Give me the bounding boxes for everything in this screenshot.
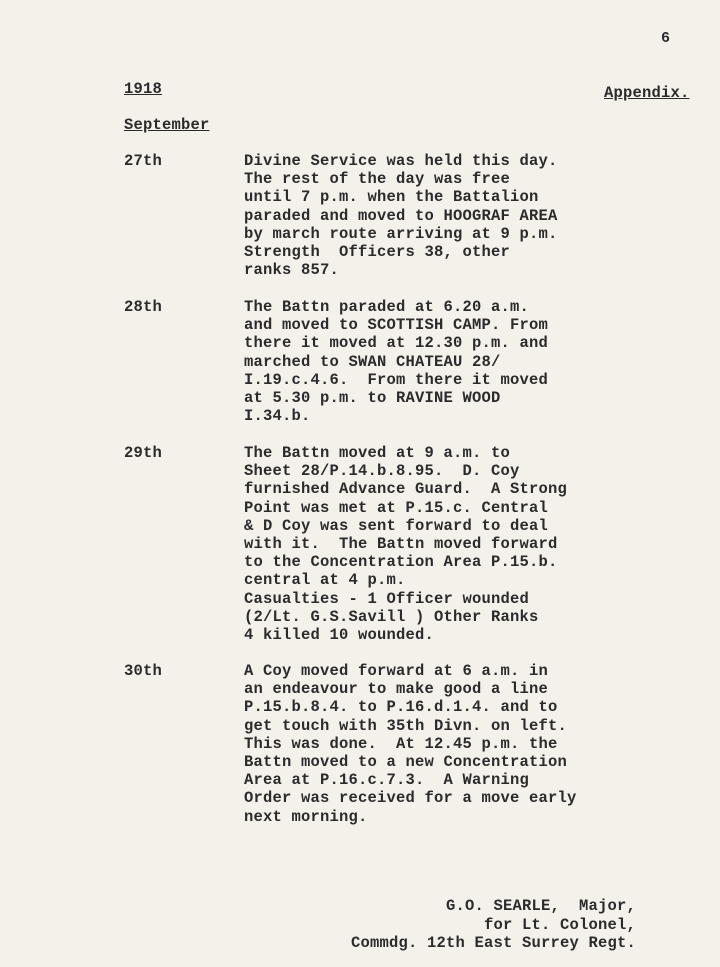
signature-for: for Lt. Colonel,	[483, 915, 636, 934]
entry-text	[244, 444, 567, 644]
entry-line: Area at P.16.c.7.3. A Warning	[244, 771, 530, 790]
month-heading: September	[124, 116, 210, 134]
entry-line: (2/Lt. G.S.Savill ) Other Ranks	[244, 607, 539, 626]
entry-line: P.15.b.8.4. to P.16.d.1.4. and to	[244, 698, 558, 717]
entry-line: Battn moved to a new Concentration	[244, 752, 568, 771]
signature-name: G.O. SEARLE, Major,	[445, 897, 636, 915]
entry-line: This was done. At 12.45 p.m. the	[244, 734, 558, 753]
entry-text	[244, 662, 577, 826]
entry-line: and moved to SCOTTISH CAMP. From	[244, 316, 549, 335]
page-number: 6	[661, 30, 671, 47]
entry-line: there it moved at 12.30 p.m. and	[244, 334, 549, 353]
entry-line: & D Coy was sent forward to deal	[244, 516, 549, 535]
entry-line: at 5.30 p.m. to RAVINE WOOD	[244, 388, 501, 407]
entry-date: 27th	[124, 152, 163, 170]
entry-line: furnished Advance Guard. A Strong	[244, 480, 568, 499]
entry-line: until 7 p.m. when the Battalion	[244, 188, 539, 207]
entry-text	[244, 298, 548, 425]
entry-line: to the Concentration Area P.15.b.	[244, 553, 558, 572]
entry-line: next morning.	[244, 807, 368, 826]
entry-line: Order was received for a move early	[244, 789, 577, 808]
entry-line: The Battn moved at 9 a.m. to	[244, 444, 511, 462]
entry-line: I.19.c.4.6. From there it moved	[244, 370, 549, 389]
entry-date: 29th	[124, 444, 163, 462]
entry-line: marched to SWAN CHATEAU 28/	[244, 352, 501, 371]
entry-line: an endeavour to make good a line	[244, 680, 549, 699]
entry-line: I.34.b.	[244, 407, 311, 426]
entry-line: paraded and moved to HOOGRAF AREA	[244, 206, 558, 225]
entry-line: Point was met at P.15.c. Central	[244, 498, 549, 517]
signature-block	[300, 897, 636, 953]
entry-line: by march route arriving at 9 p.m.	[244, 224, 558, 243]
entry-text	[244, 152, 558, 279]
entry-line: 4 killed 10 wounded.	[244, 625, 435, 644]
entry-line: Divine Service was held this day.	[244, 152, 558, 170]
entry-line: Casualties - 1 Officer wounded	[244, 589, 530, 608]
entry-line: Sheet 28/P.14.b.8.95. D. Coy	[244, 462, 520, 481]
entry-line: Strength Officers 38, other	[244, 242, 511, 261]
entry-date: 30th	[124, 662, 163, 680]
entry-line: The rest of the day was free	[244, 170, 511, 189]
appendix-heading: Appendix.	[604, 84, 690, 102]
entry-line: get touch with 35th Divn. on left.	[244, 716, 568, 735]
entry-line: with it. The Battn moved forward	[244, 534, 558, 553]
entry-line: The Battn paraded at 6.20 a.m.	[244, 298, 530, 316]
entry-line: central at 4 p.m.	[244, 571, 406, 590]
year-heading: 1918	[124, 80, 163, 98]
entry-date: 28th	[124, 298, 163, 316]
signature-command: Commdg. 12th East Surrey Regt.	[350, 934, 636, 952]
entry-line: A Coy moved forward at 6 a.m. in	[244, 662, 549, 680]
entry-line: ranks 857.	[244, 261, 340, 280]
